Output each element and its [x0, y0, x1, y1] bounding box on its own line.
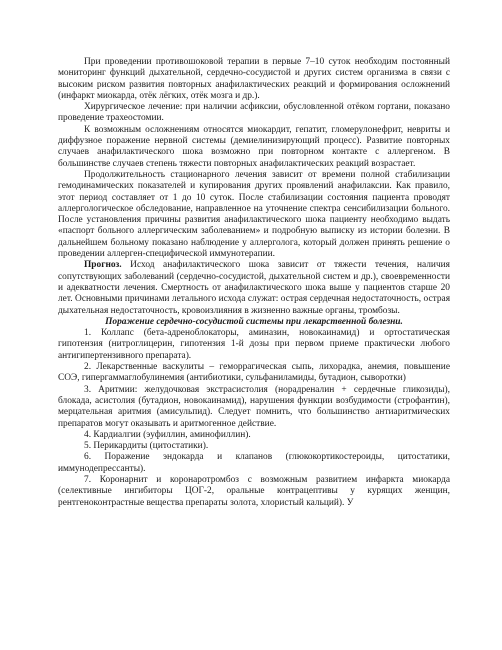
- list-item: 1. Коллапс (бета-адреноблокаторы, аминазин, новокаинамид) и ортостатическая гипотензия (нитроглицерин, гипотензия 1-й дозы при первом приеме практически любого антигипертензивного препарата).: [58, 328, 450, 361]
- paragraph-hospital-stay: Продолжительность стационарного лечения зависит от времени полной стабилизации гемодинамических показателей и купирования других проявлений анафилаксии. Как правило, этот период составляет от 1 до 10 суток. После стабилизации состояния пациента проводят аллергологическое обследование, направленное на уточнение спектра сенсибилизации больного. После установления причины развития анафилактического шока пациенту необходимо выдать «паспорт больного аллергическим заболеванием» и подробную выписку из истории болезни. В дальнейшем больному показано наблюдение у аллерголога, который должен принять решение о проведении аллерген-специфической иммунотерапии.: [58, 169, 450, 260]
- list-item: 6. Поражение эндокарда и клапанов (глюкокортикостероиды, цитостатики, иммунодепрессанты).: [58, 452, 450, 474]
- prognosis-text: Исход анафилактического шока зависит от тяжести течения, наличия сопутствующих заболеваний (сердечно-сосудистой, дыхательной систем и др.), своевременности и адекватности лечения. Смертность от анафилактического шока выше у пациентов старше 20 лет. Основными причинами летального исхода служат: острая сердечная недостаточность, острая дыхательная недостаточность, кровоизлияния в жизненно важные органы, тромбозы.: [58, 260, 450, 316]
- list-item: 4. Кардиалгии (эуфиллин, аминофиллин).: [84, 429, 251, 440]
- list-item: 7. Коронарнит и коронаротромбоз с возможным развитием инфаркта миокарда (селективные ингибиторы ЦОГ-2, оральные контрацептивы у курящих женщин, рентгеноконтрастные вещества препараты золота, хлористый кальций). У: [58, 474, 450, 508]
- list-item: 3. Аритмии: желудочковая экстрасистолия (норадреналин + сердечные гликозиды), блокада, асистолия (бутадион, новокаинамид), нарушения функции возбудимости (строфантин), мерцательная аритмия (амисульпид). Следует помнить, что большинство антиаритмических препаратов могут оказывать и аритмогенное действие.: [58, 384, 450, 429]
- list-item: 2. Лекарственные васкулиты – геморрагическая сыпь, лихорадка, анемия, повышение СОЭ, гипергаммаглобулинемия (антибиотики, сульфаниламиды, бутадион, сыворотки): [58, 362, 450, 384]
- prognosis-lead: Прогноз.: [84, 260, 122, 271]
- section-heading: Поражение сердечно-сосудистой системы при лекарственной болезни.: [105, 316, 403, 327]
- paragraph-complications: К возможным осложнениям относятся миокардит, гепатит, гломерулонефрит, невриты и диффузное поражение нервной системы (демиелинизирующий процесс). Развитие повторных случаев анафилактического шока возможно при повторном контакте с аллергеном. В большинстве случаев степень тяжести повторных анафилактических реакций возрастает.: [58, 124, 450, 169]
- paragraph-monitoring: При проведении противошоковой терапии в первые 7–10 суток необходим постоянный мониторинг функций дыхательной, сердечно-сосудистой и других систем организма в связи с высоким риском развития повторных анафилактических реакций и формирования осложнений (инфаркт миокарда, отёк лёгких, отёк мозга и др.).: [58, 57, 450, 101]
- paragraph-prognosis: [58, 260, 450, 316]
- paragraph-surgical-treatment: Хирургическое лечение: при наличии асфиксии, обусловленной отёком гортани, показано проведение трахеостомии.: [58, 102, 450, 124]
- list-item: 5. Перикардиты (цитостатики).: [84, 441, 209, 452]
